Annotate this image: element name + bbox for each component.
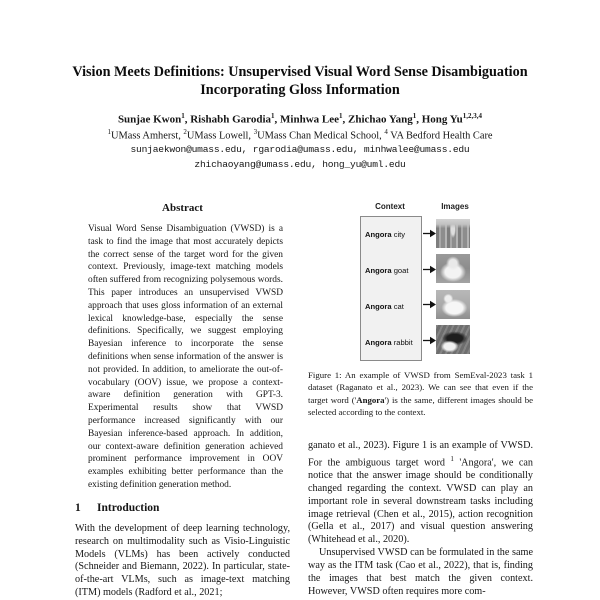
caption-text: Figure 1: An example of VWSD from SemEval-2023 task 1 dataset (Raganato et al., 2023). We can see that even if the target word (' [308,370,533,405]
left-column [75,196,290,600]
introduction-paragraph: With the development of deep learning technology, research on multimodality such as Visio-Linguistic Models (VLMs) has been actively conducted (Schneider and Biemann, 2022). In particular, state-of-the-art VLMs, such as image-text matching (ITM) models (Radford et al., 2021; [75,522,290,599]
section-title: Introduction [97,501,160,514]
affil-marker: 1 [107,127,111,136]
email-line-1: sunjaekwon@umass.edu, rgarodia@umass.edu, minhwalee@umass.edu [130,144,470,156]
paper-title [50,64,550,99]
caption-text: ') is the same, different images should be selected according to the context. [308,394,533,418]
author: Sunjae Kwon [117,113,182,126]
author: , Rishabh Garodia [184,113,272,126]
context-word: rabbit [391,337,413,347]
title-line-2: Incorporating Gloss Information [200,81,400,98]
body-paragraph-2: Unsupervised VWSD can be formulated in the same way as the ITM task (Cao et al., 2022), that is, finding the images that best match the given context. However, VWSD often requires more com- [308,547,533,597]
author-affil-marker: 1 [181,112,185,120]
context-target-word: Angora [365,301,392,311]
context-word: cat [391,301,404,311]
abstract-heading: Abstract [162,202,203,214]
affiliation: UMass Chan Medical School, [257,130,385,142]
section-number: 1 [75,501,81,514]
cat-photo [436,290,470,319]
paragraph-text: ganato et al., 2023). Figure 1 is an example of VWSD. For the ambiguous target word [308,439,533,468]
caption-bold-word: Angora [356,394,385,405]
context-word: goat [391,266,409,276]
section-heading-introduction [75,502,290,514]
context-row-cat [365,302,421,311]
author-affil-marker: 1 [412,112,417,120]
author-affil-marker: 1,2,3,4 [462,112,483,120]
rabbit-photo [436,325,470,354]
arrow-icon [423,336,436,345]
arrow-icon [423,265,436,274]
figure-context-header: Context [375,202,405,211]
title-line-1: Vision Meets Definitions: Unsupervised Visual Word Sense Disambiguation [72,64,528,80]
context-row-city [365,230,421,239]
figure-1 [308,200,533,364]
city-aerial-photo [436,219,470,248]
paragraph-text: 'Angora', we can notice that the answer image should be conditionally changed regarding the context. VWSD can play an important role in several downstream tasks including image retrieval (Chen et al., 2015), action recognition (Gella et al., 2017) and visual question answering (Whitehead et al., 2020). [308,456,533,546]
context-target-word: Angora [365,337,392,347]
affiliation: UMass Lowell, [186,130,254,142]
author: , Zhichao Yang [342,113,413,126]
arrow-icon [423,300,436,309]
footnote-marker: 1 [450,454,454,463]
affiliation: UMass Amherst, [110,130,184,142]
context-target-word: Angora [365,230,392,240]
right-column [308,200,533,600]
affiliations-line [50,128,550,141]
author-affil-marker: 1 [271,112,275,120]
author: , Minhwa Lee [274,113,340,126]
body-paragraph-1 [308,440,533,548]
email-line-2: zhichaoyang@umass.edu, hong_yu@uml.edu [194,159,406,171]
context-target-word: Angora [365,266,392,276]
context-word: city [391,230,406,240]
context-row-goat [365,266,421,275]
abstract-text: Visual Word Sense Disambiguation (VWSD) is a task to find the image that most accurately depicts the correct sense of the target word for the given context. Previously, image-text matching models often suffered from recognizing polysemous words. This paper introduces an unsupervised VWSD approach that uses gloss information of an external lexical knowledge-base, especially the sense definitions. Specifically, we suggest employing Bayesian inference to incorporate the sense definitions when sense information of the answer is not provided. In addition, to ameliorate the out-of-vocabulary (OOV) issue, we propose a context-aware definition generation with GPT-3. Experimental results show that VWSD performance increased significantly with our Bayesian inference-based approach. In addition, our context-aware definition generation achieved prominent performance improvement in OOV examples exhibiting better performance than the existing definition generation method. [88,224,283,490]
figure-1-caption [308,369,533,419]
paper-header [50,64,550,171]
affil-marker: 3 [253,127,258,136]
affil-marker: 4 [384,127,388,136]
context-row-rabbit [365,338,421,347]
affiliation: VA Bedford Health Care [387,130,493,142]
arrow-icon [423,229,436,238]
author: , Hong Yu [416,113,463,126]
figure-context-box [360,216,422,361]
author-affil-marker: 1 [339,112,343,120]
figure-images-header: Images [441,202,469,211]
goat-photo [436,254,470,283]
affil-marker: 2 [183,127,187,136]
authors-line [50,112,550,126]
